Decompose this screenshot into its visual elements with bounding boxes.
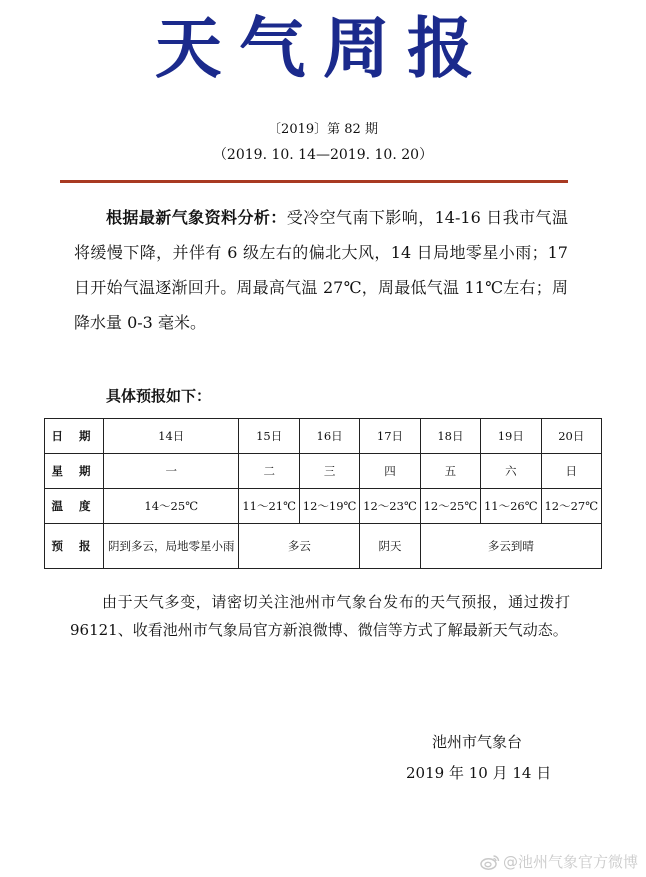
- watermark-text: @池州气象官方微博: [502, 853, 638, 871]
- date-cell: 16日: [299, 419, 359, 454]
- issue-number: 〔2019〕第 82 期: [268, 122, 378, 137]
- weekday-cell: 一: [104, 454, 239, 489]
- row-label-forecast: 预 报: [45, 524, 104, 569]
- notice-section: [70, 588, 570, 644]
- condition-cell: 阴到多云，局地零星小雨: [104, 524, 239, 569]
- issuer-name: 池州市气象台: [432, 733, 523, 751]
- table-row-temps: [45, 489, 602, 524]
- masthead-title: 天气周报: [155, 9, 491, 87]
- temp-cell: 12～23℃: [360, 489, 420, 524]
- temp-cell: 12～19℃: [299, 489, 359, 524]
- table-row-dates: [45, 419, 602, 454]
- temp-cell: 11～26℃: [481, 489, 541, 524]
- condition-cell: 多云到晴: [420, 524, 601, 569]
- issue-period: （2019. 10. 14—2019. 10. 20）: [212, 147, 434, 163]
- weibo-icon: [480, 854, 500, 870]
- date-cell: 17日: [360, 419, 420, 454]
- date-cell: 19日: [481, 419, 541, 454]
- weekday-cell: 二: [239, 454, 299, 489]
- table-row-weekdays: [45, 454, 602, 489]
- forecast-heading: 具体预报如下：: [106, 387, 212, 405]
- row-label-weekday: 星 期: [45, 454, 104, 489]
- weekday-cell: 日: [541, 454, 601, 489]
- weekday-cell: 六: [481, 454, 541, 489]
- forecast-table: [44, 418, 602, 569]
- watermark: [480, 851, 638, 872]
- table-row-forecast: [45, 524, 602, 569]
- date-cell: 18日: [420, 419, 480, 454]
- notice-paragraph: 由于天气多变，请密切关注池州市气象台发布的天气预报，通过拨打96121、收看池州市气象局官方新浪微博、微信等方式了解最新天气动态。: [70, 593, 570, 639]
- analysis-section: [74, 200, 568, 340]
- temp-cell: 14～25℃: [104, 489, 239, 524]
- weekday-cell: 四: [360, 454, 420, 489]
- row-label-date: 日 期: [45, 419, 104, 454]
- temp-cell: 12～25℃: [420, 489, 480, 524]
- divider-rule: [60, 180, 568, 183]
- date-cell: 15日: [239, 419, 299, 454]
- analysis-body: 受冷空气南下影响，14-16 日我市气温将缓慢下降，并伴有 6 级左右的偏北大风，14 日局地零星小雨；17 日开始气温逐渐回升。周最高气温 27℃，周最低气温 11℃左右；周降水量 0-3 毫米。: [74, 208, 568, 332]
- date-cell: 20日: [541, 419, 601, 454]
- row-label-temp: 温 度: [45, 489, 104, 524]
- weekday-cell: 三: [299, 454, 359, 489]
- weekday-cell: 五: [420, 454, 480, 489]
- temp-cell: 11～21℃: [239, 489, 299, 524]
- analysis-lead: 根据最新气象资料分析：: [106, 208, 287, 227]
- issue-date: 2019 年 10 月 14 日: [406, 764, 552, 782]
- date-cell: 14日: [104, 419, 239, 454]
- condition-cell: 多云: [239, 524, 360, 569]
- condition-cell: 阴天: [360, 524, 420, 569]
- analysis-paragraph: [74, 200, 568, 340]
- temp-cell: 12～27℃: [541, 489, 601, 524]
